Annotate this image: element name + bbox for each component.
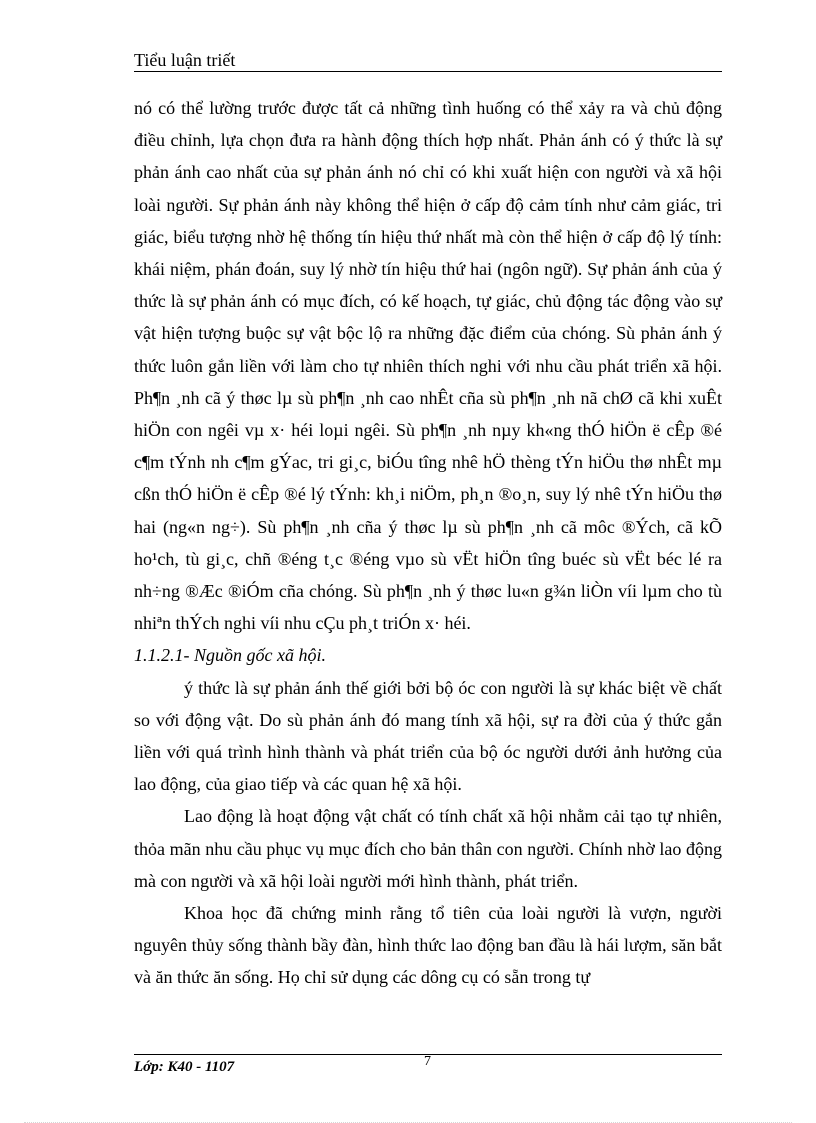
paragraph-consciousness: ý thức là sự phản ánh thế giới bởi bộ óc con người là sự khác biệt về chất so với động vật. Do sù phản ánh đó mang tính xã hội, sự ra đời của ý thức gắn liền với quá trình hình thành và phát triển của bộ óc người dưới ảnh hưởng của lao động, của giao tiếp và các quan hệ xã hội. — [134, 677, 722, 795]
paragraph-science: Khoa học đã chứng minh rằng tổ tiên của loài người là vượn, người nguyên thủy sống thành bầy đàn, hình thức lao động ban đầu là hái lượm, săn bắt và ăn thức ăn sống. Họ chỉ sử dụng các dông cụ có sẵn trong tự — [134, 903, 722, 988]
paragraph-reflection: nó có thể lường trước được tất cả những tình huống có thể xảy ra và chủ động điều chỉnh, lựa chọn đưa ra hành động thích hợp nhất. Phản ánh có ý thức là sự phản ánh cao nhất của sự phản ánh nó chỉ có khi xuất hiện con người và xã hội loài người. Sự phản ánh này không thể hiện ở cấp độ cảm tính như cảm giác, tri giác, biểu tượng nhờ hệ thống tín hiệu thứ nhất mà còn thể hiện ở cấp độ lý tính: khái niệm, phán đoán, suy lý nhờ tín hiệu thứ hai (ngôn ngữ). Sự phản ánh của ý thức là sự phản ánh có mục đích, có kế hoạch, tự giác, chủ động tác động vào sự vật hiện tượng buộc sự vật bộc lộ ra những đặc điểm của chóng. Sù phản ánh ý thức luôn gắn liền với làm cho tự nhiên thích nghi với nhu cầu phát triển xã hội. Ph¶n ¸nh cã ý thøc lµ sù ph¶n ¸nh cao nhÊt cña sù ph¶n ¸nh nã chØ cã khi xuÊt hiÖn con ngêi vµ x· héi loµi ngêi. Sù ph¶n ¸nh nµy kh«ng thÓ hiÖn ë cÊp ®é c¶m tÝnh nh c¶m gÝac, tri gi¸c, biÓu tîng nhê hÖ thèng tÝn hiÖu thø nhÊt mµ cßn thÓ hiÖn ë cÊp ®é lý tÝnh: kh¸i niÖm, ph¸n ®o¸n, suy lý nhê tÝn hiÖu thø hai (ng«n ng÷). Sù ph¶n ¸nh cña ý thøc lµ sù ph¶n ¸nh cã môc ®Ých, cã kÕ ho¹ch, tù gi¸c, chñ ®éng t¸c ®éng vµo sù vËt hiÖn tîng buéc sù vËt béc lé ra nh÷ng ®Æc ®iÓm cña chóng. Sù ph¶n ¸nh ý thøc lu«n g¾n liÒn víi lµm cho tù nhiªn thÝch nghi víi nhu cÇu ph¸t triÓn x· héi. — [134, 98, 722, 634]
footer-class-label: Lớp: K40 - 1107 — [134, 1059, 235, 1075]
header-divider — [134, 71, 722, 72]
page-header-title: Tiểu luận triết — [134, 50, 236, 70]
page-number: 7 — [424, 1054, 431, 1069]
document-body — [134, 92, 722, 994]
paragraph-labor: Lao động là hoạt động vật chất có tính chất xã hội nhằm cải tạo tự nhiên, thỏa mãn nhu cầu phục vụ mục đích cho bản thân con người. Chính nhờ lao động mà con người và xã hội loài người mới hình thành, phát triển. — [134, 806, 722, 891]
section-heading: 1.1.2.1- Nguồn gốc xã hội. — [134, 645, 326, 666]
